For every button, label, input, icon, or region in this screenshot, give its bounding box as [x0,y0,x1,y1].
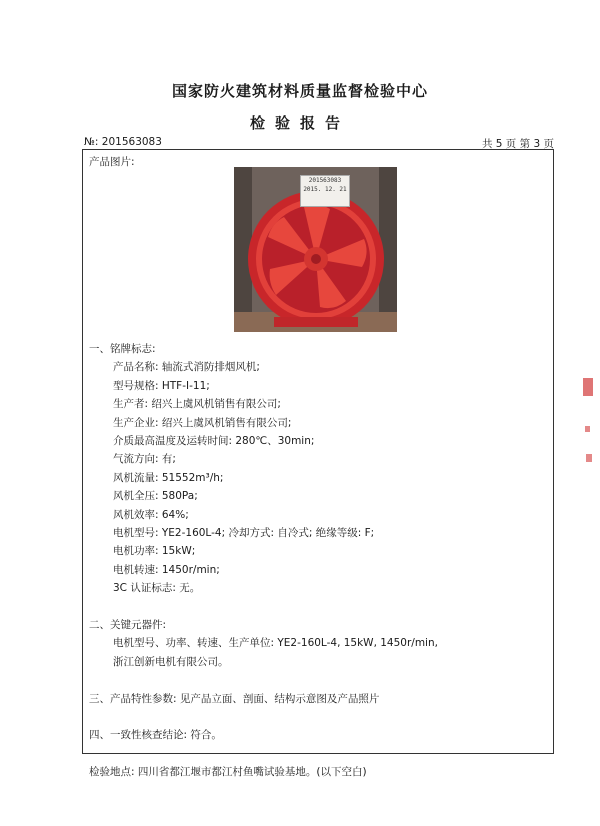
photo-label: 产品图片: [89,156,135,168]
nameplate-line: 生产者: 绍兴上虞风机销售有限公司; [113,398,281,411]
report-content [89,340,549,782]
sample-tag-date: 2015. 12. 21 [303,186,347,193]
nameplate-line: 产品名称: 轴流式消防排烟风机; [113,361,260,374]
report-body [82,149,554,779]
component-line: 电机型号、功率、转速、生产单位: YE2-160L-4, 15kW, 1450r/min, [113,637,438,650]
sample-tag-number: 201563083 [308,177,342,184]
nameplate-line: 3C 认证标志: 无。 [113,582,201,595]
nameplate-line: 风机流量: 51552m³/h; [113,471,224,484]
nameplate-line: 风机效率: 64%; [113,508,189,521]
section-1-title: 一、铭牌标志: [89,343,156,355]
nameplate-line: 型号规格: HTF-Ⅰ-11; [113,379,210,392]
report-subtitle: 检验报告 [249,114,350,132]
section-2-title: 二、关键元器件: [89,619,167,632]
report-number: №: 201563083 [84,136,162,148]
page-info: 共 5 页 第 3 页 [481,138,554,150]
report-title: 国家防火建筑材料质量监督检验中心 [171,82,428,100]
sample-tag [300,175,350,207]
nameplate-line: 气流方向: 有; [113,453,176,466]
nameplate-line: 电机转速: 1450r/min; [113,563,220,576]
section-4: 四、一致性核查结论: 符合。 [89,729,222,742]
edge-stamp-mark [582,378,596,478]
test-location: 检验地点: 四川省都江堰市都江村鱼嘴试验基地。(以下空白) [89,766,367,779]
nameplate-line: 生产企业: 绍兴上虞风机销售有限公司; [113,416,292,429]
component-line: 浙江创新电机有限公司。 [113,655,229,668]
nameplate-line: 电机型号: YE2-160L-4; 冷却方式: 自冷式; 绝缘等级: F; [113,527,375,540]
nameplate-line: 电机功率: 15kW; [113,545,196,558]
section-3: 三、产品特性参数: 见产品立面、剖面、结构示意图及产品照片 [89,692,380,705]
product-photo [234,167,397,332]
nameplate-line: 风机全压: 580Pa; [113,490,198,503]
nameplate-line: 介质最高温度及运转时间: 280℃、30min; [113,435,315,448]
